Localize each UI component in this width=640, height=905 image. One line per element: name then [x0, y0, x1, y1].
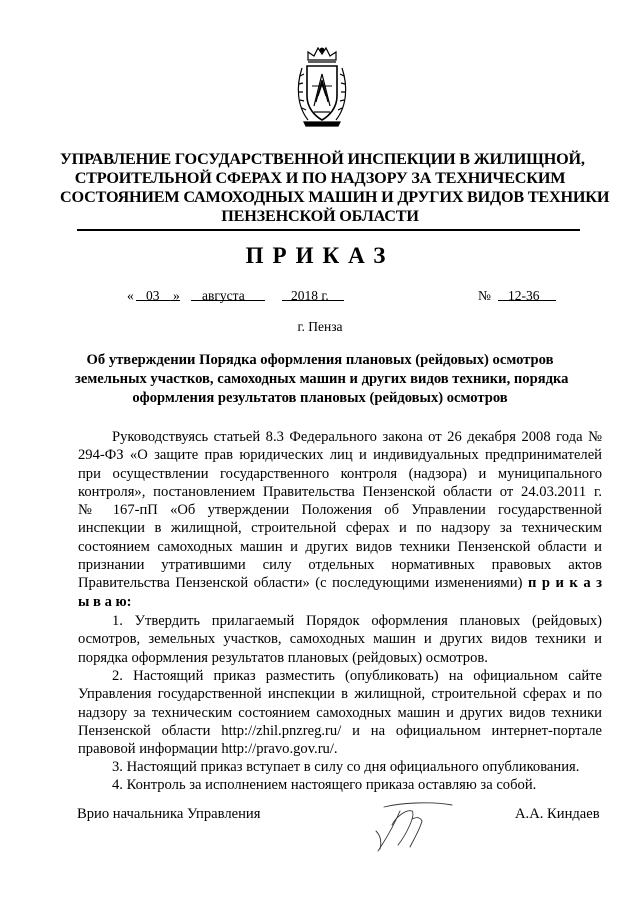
- handwritten-signature: [370, 795, 460, 855]
- date-close-quote: »: [173, 288, 180, 303]
- item-line: 4. Контроль за исполнением настоящего приказа оставляю за собой.: [112, 777, 537, 793]
- date-month: августа: [202, 288, 245, 303]
- preamble-line: признании утратившими силу отдельных нормативных правовых актов: [78, 557, 602, 574]
- coat-of-arms-icon: [294, 46, 350, 128]
- org-line: СОСТОЯНИЕМ САМОХОДНЫХ МАШИН И ДРУГИХ ВИДОВ ТЕХНИКИ: [60, 188, 610, 206]
- item-line: Пензенской области http://zhil.pnzreg.ru/ и на официальном интернет-портале: [78, 722, 602, 739]
- order-word-part2: ы в а ю:: [78, 593, 132, 610]
- preamble-line: [78, 574, 602, 592]
- subject-line: оформления результатов плановых (рейдовых) осмотров: [132, 390, 508, 406]
- signer-position: Врио начальника Управления: [77, 806, 261, 822]
- item-line: 3. Настоящий приказ вступает в силу со дня официального опубликования.: [112, 759, 580, 775]
- preamble-line: № 167-пП «Об утверждении Положения об Управлении государственной: [78, 502, 602, 519]
- preamble-line: контроля», постановлением Правительства Пензенской области от 24.03.2011 г.: [78, 483, 602, 500]
- document-number: 12-36: [508, 288, 540, 303]
- preamble-line: состоянием самоходных машин и других видов техники Пензенской области и: [78, 538, 602, 555]
- item-line: правовой информации http://pravo.gov.ru/.: [78, 741, 338, 758]
- item-line: Управления государственной инспекции в жилищной, строительной сферах и по: [78, 686, 602, 703]
- date-year: 2018 г.: [291, 288, 329, 303]
- number-label: №: [478, 288, 491, 303]
- item-line: порядка оформления результатов плановых (рейдовых) осмотров.: [78, 649, 488, 666]
- document-type-title: ПРИКАЗ: [245, 243, 395, 268]
- date-year-underline: [282, 300, 344, 301]
- preamble-line: при осуществлении государственного контроля (надзора) и муниципального: [78, 465, 602, 482]
- preamble: [78, 428, 602, 611]
- item-line: 2. Настоящий приказ разместить (опубликовать) на официальном сайте: [112, 668, 602, 684]
- organization-name: [60, 150, 610, 226]
- document-subject: [75, 351, 569, 408]
- signer-name: А.А. Киндаев: [515, 806, 600, 822]
- date-day-underline: [136, 300, 180, 301]
- number-underline: [498, 300, 556, 301]
- order-item-4: [78, 776, 602, 794]
- document-city: г. Пенза: [297, 319, 343, 334]
- preamble-last-text: Правительства Пензенской области» (с последующими изменениями): [78, 575, 523, 592]
- date-day: 03: [146, 288, 160, 303]
- date-open-quote: «: [127, 288, 134, 303]
- date-month-underline: [191, 300, 265, 301]
- preamble-line: Руководствуясь статьей 8.3 Федерального закона от 26 декабря 2008 года №: [112, 429, 602, 445]
- item-line: осмотров, земельных участков, самоходных машин и других видов техники и: [78, 631, 602, 648]
- item-line: 1. Утвердить прилагаемый Порядок оформления плановых (рейдовых): [112, 613, 602, 629]
- subject-line: земельных участков, самоходных машин и других видов техники, порядка: [75, 371, 569, 387]
- preamble-line: инспекции в жилищной, строительной сферах и по надзору за техническим: [78, 520, 602, 537]
- preamble-line: [78, 593, 602, 611]
- org-line: СТРОИТЕЛЬНОЙ СФЕРАХ И ПО НАДЗОРУ ЗА ТЕХНИЧЕСКИМ: [74, 169, 566, 187]
- item-line: надзору за техническим состоянием самоходных машин и других видов техники: [78, 704, 602, 721]
- header-divider: [77, 229, 580, 231]
- order-item-1: [78, 612, 602, 667]
- subject-line: Об утверждении Порядка оформления плановых (рейдовых) осмотров: [86, 352, 554, 368]
- order-item-2: [78, 667, 602, 758]
- preamble-line: 294-ФЗ «О защите прав юридических лиц и индивидуальных предпринимателей: [78, 447, 602, 464]
- order-item-3: [78, 758, 602, 776]
- org-line: ПЕНЗЕНСКОЙ ОБЛАСТИ: [221, 207, 419, 225]
- org-line: УПРАВЛЕНИЕ ГОСУДАРСТВЕННОЙ ИНСПЕКЦИИ В ЖИЛИЩНОЙ,: [60, 150, 585, 168]
- order-word-part1: п р и к а з: [527, 575, 602, 592]
